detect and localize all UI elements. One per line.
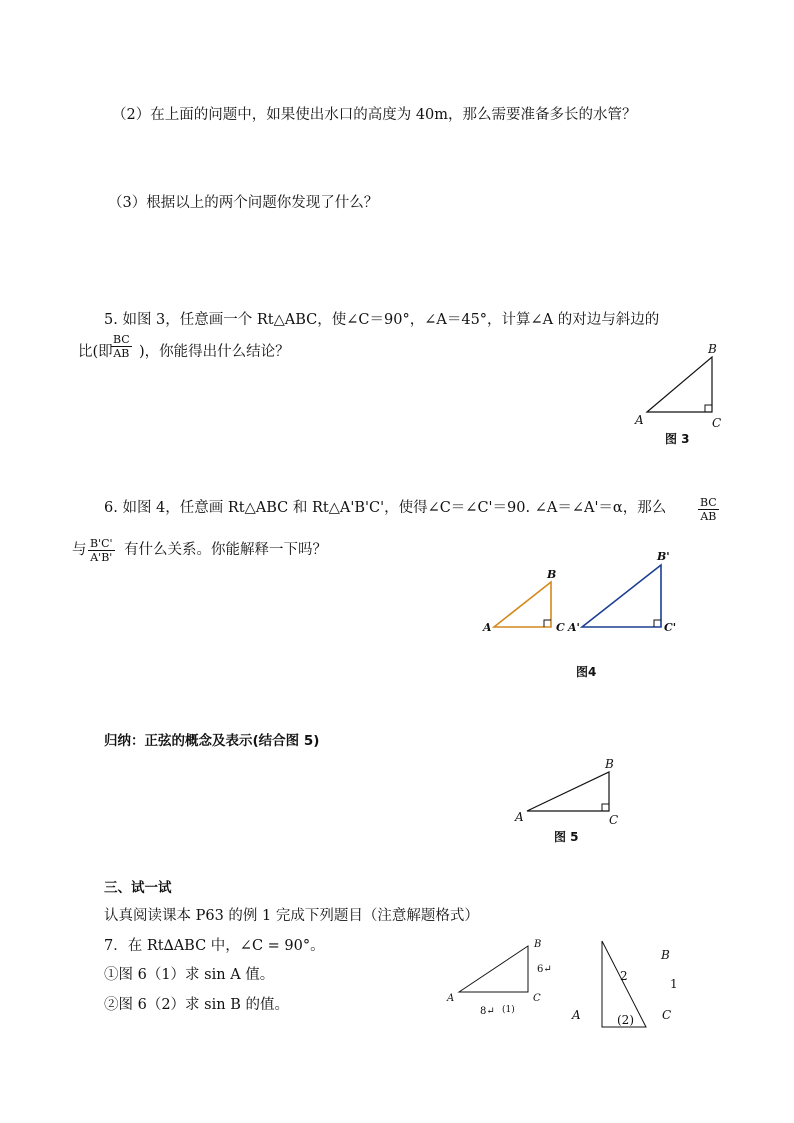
question-6-line2-suffix: 有什么关系。你能解释一下吗？ — [124, 542, 327, 558]
question-7-sub-1: ①图 6（1）求 sin A 值。 — [104, 967, 275, 983]
fig6-2-label-c: C — [662, 1008, 672, 1022]
fig6-2-side: 1 — [670, 977, 678, 991]
question-3: （3）根据以上的两个问题你发现了什么？ — [108, 195, 379, 211]
fig6-1-label-b: B — [534, 939, 542, 950]
fig4-label-a: A — [483, 621, 492, 634]
fig3-label-c: C — [712, 416, 722, 430]
fig6-1-side-ac: 8↵ — [480, 1006, 495, 1017]
question-2: （2）在上面的问题中，如果使出水口的高度为 40m，那么需要准备多长的水管？ — [112, 107, 637, 123]
section-3-title: 三、试一试 — [104, 880, 172, 896]
fraction-denominator: AB — [113, 347, 130, 360]
question-5-line2-suffix: )，你能得出什么结论？ — [139, 344, 290, 360]
question-5-line1: 5. 如图 3，任意画一个 Rt△ABC，使∠C＝90°，∠A＝45°，计算∠A 的对边与斜边的 — [104, 312, 660, 328]
fig4-label-a-prime: A' — [568, 621, 580, 634]
fig4-label-c-prime: C' — [664, 621, 677, 634]
fraction-numerator: BC — [700, 496, 717, 509]
question-6-line1: 6. 如图 4，任意画 Rt△ABC 和 Rt△A'B'C'，使得∠C＝∠C'＝90. ∠A＝∠A'＝α，那么 — [104, 500, 667, 516]
fraction-numerator: B'C' — [90, 537, 113, 550]
fig5-label-c: C — [609, 813, 619, 827]
fig4-caption: 图4 — [576, 665, 597, 679]
question-7-sub-2: ②图 6（2）求 sin B 的值。 — [104, 997, 289, 1013]
section-3-instruction: 认真阅读课本 P63 的例 1 完成下列题目（注意解题格式） — [104, 908, 479, 924]
fraction-numerator: BC — [113, 333, 130, 346]
summary-heading: 归纳：正弦的概念及表示(结合图 5) — [104, 733, 320, 749]
fig6-2-hyp: 2 — [620, 969, 628, 983]
fig6-1-tag: (1) — [502, 1005, 515, 1015]
fig4-label-b: B — [547, 568, 557, 581]
fig5-label-a: A — [515, 810, 524, 824]
fig3-label-a: A — [635, 413, 644, 427]
fig5-label-b: B — [605, 757, 614, 771]
fig6-1-side-bc: 6↵ — [537, 964, 552, 975]
question-6-line2-prefix: 与 — [72, 542, 87, 558]
fig6-2-label-b: B — [661, 948, 670, 962]
fig6-1-label-c: C — [533, 993, 541, 1004]
fraction-denominator: AB — [700, 510, 717, 523]
fig3-caption: 图 3 — [665, 432, 690, 446]
question-7: 7．在 Rt∆ABC 中，∠C = 90°。 — [104, 938, 325, 954]
fig3-label-b: B — [708, 342, 717, 356]
question-5-line2-prefix: 比(即 — [78, 344, 113, 360]
fig6-2-tag: (2) — [617, 1013, 634, 1027]
fig5-caption: 图 5 — [554, 830, 579, 844]
fig6-2-label-a: A — [572, 1008, 581, 1022]
fig6-1-label-a: A — [447, 993, 455, 1004]
fig4-label-c: C — [556, 621, 565, 634]
fraction-denominator: A'B' — [90, 551, 113, 564]
fig4-label-b-prime: B' — [657, 550, 670, 563]
